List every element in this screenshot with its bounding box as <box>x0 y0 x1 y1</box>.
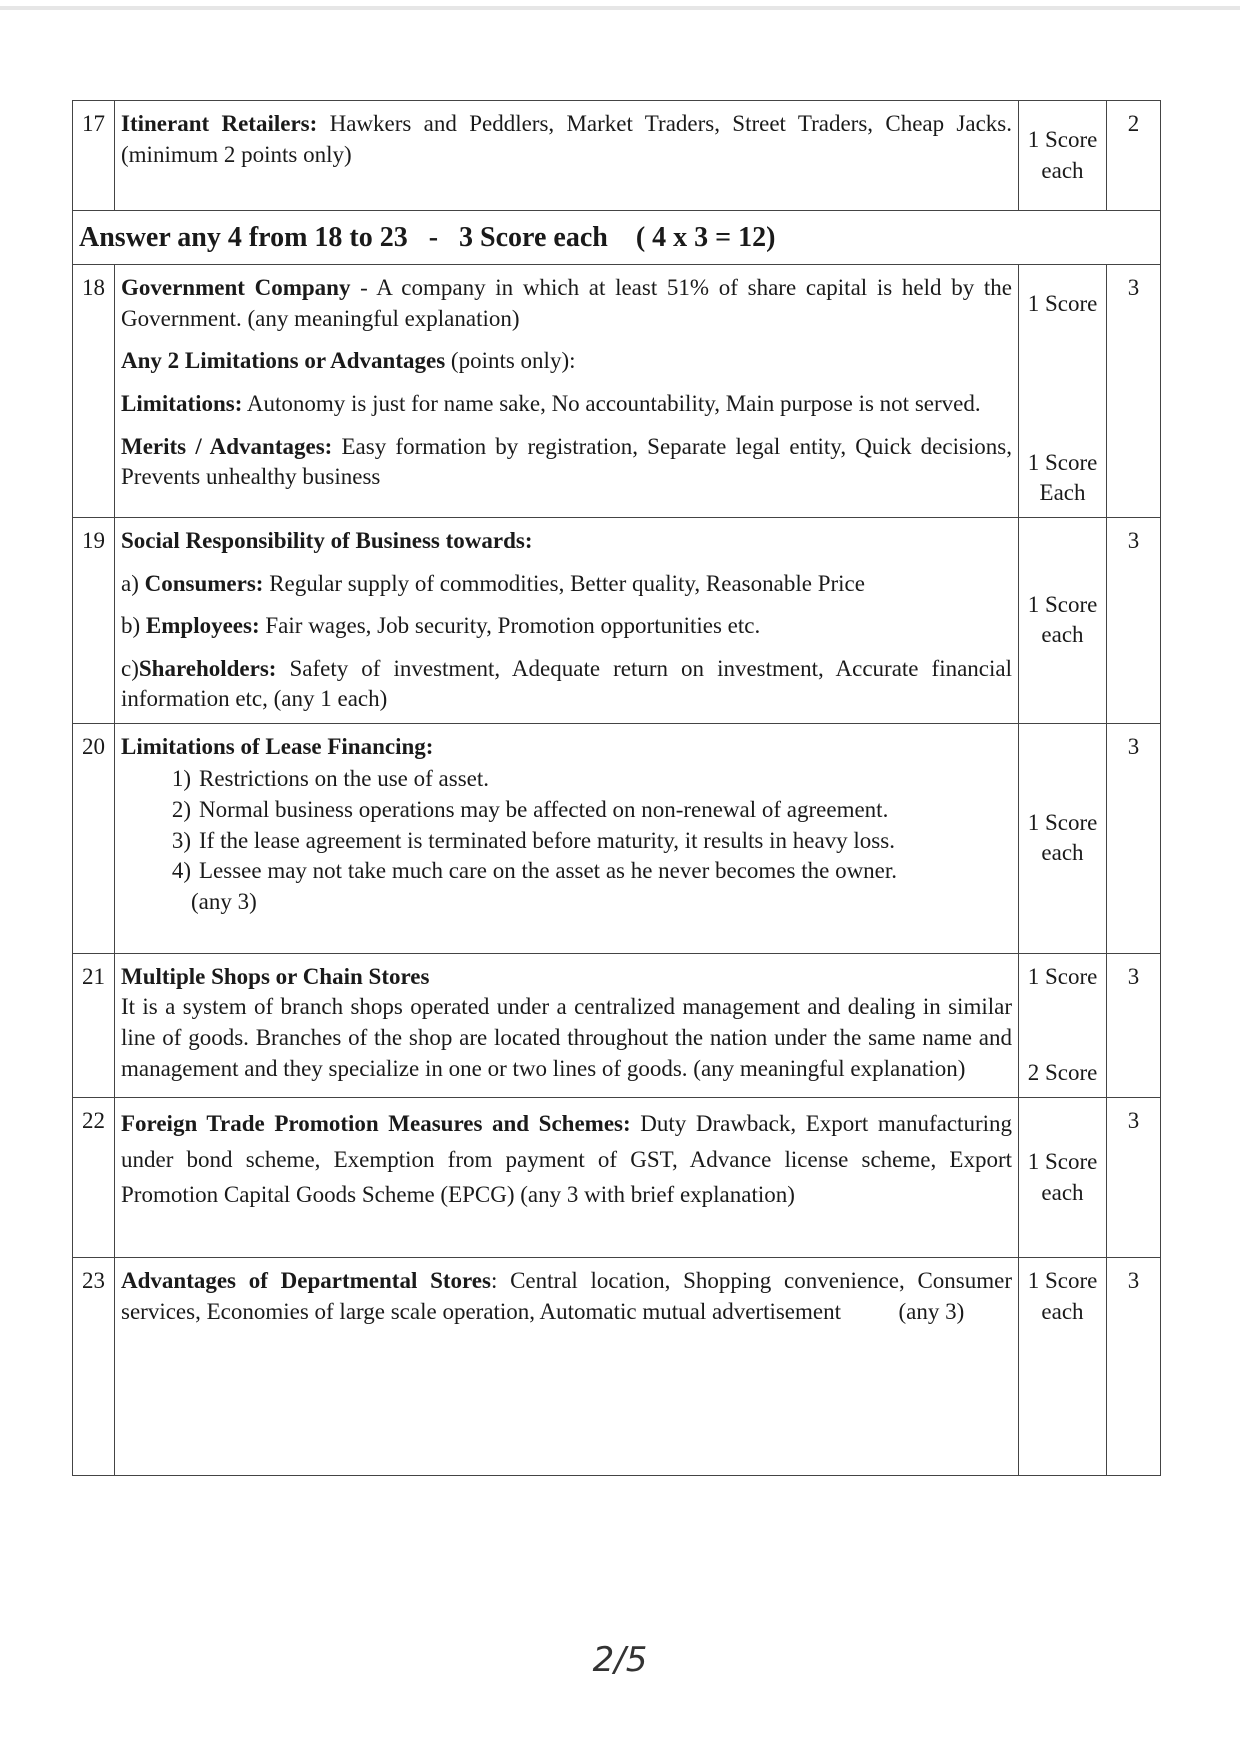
table-row-q17 <box>73 101 1161 211</box>
item-number: 2) <box>171 797 191 823</box>
answer-text <box>115 517 1019 723</box>
answer-title: Multiple Shops or Chain Stores <box>121 963 430 989</box>
score-cell <box>1019 265 1107 518</box>
total-score: 3 <box>1107 723 1161 953</box>
item-prefix: c) <box>121 655 139 681</box>
answer-key-table <box>72 100 1161 1476</box>
item-text: Lessee may not take much care on the asset as he never becomes the owner. <box>199 858 898 884</box>
answer-title: Social Responsibility of Business towards: <box>121 527 533 553</box>
answer-text <box>115 101 1019 211</box>
table-row-q21 <box>73 953 1161 1097</box>
list-item <box>161 826 1012 857</box>
answer-title: Advantages of Departmental Stores <box>121 1268 491 1294</box>
item-text: Restrictions on the use of asset. <box>199 766 490 792</box>
total-score: 3 <box>1107 953 1161 1097</box>
answer-note: (any 3) <box>898 1298 965 1324</box>
answer-title: Limitations of Lease Financing: <box>121 733 434 759</box>
total-score: 3 <box>1107 517 1161 723</box>
section-heading: Answer any 4 from 18 to 23 - 3 Score each ( 4 x 3 = 12) <box>73 211 1161 265</box>
item-body: Fair wages, Job security, Promotion opportunities etc. <box>259 613 761 639</box>
question-number: 22 <box>73 1098 115 1258</box>
answer-subheading: Any 2 Limitations or Advantages <box>121 348 446 374</box>
answer-title: Foreign Trade Promotion Measures and Schemes: <box>121 1111 631 1137</box>
answer-text <box>115 1258 1019 1476</box>
item-prefix: b) <box>121 613 146 639</box>
answer-title: Itinerant Retailers: <box>121 111 318 136</box>
table-row-q23 <box>73 1258 1161 1476</box>
answer-body: (points only): <box>445 348 576 374</box>
total-score: 3 <box>1107 1258 1161 1476</box>
lease-limitations-list <box>121 764 1012 886</box>
total-score: 2 <box>1107 101 1161 211</box>
item-number: 3) <box>171 827 191 853</box>
score-top: 1 Score <box>1027 963 1098 989</box>
advantages-label: Merits / Advantages: <box>121 433 333 459</box>
score-cell <box>1019 953 1107 1097</box>
score-cell: 1 Score each <box>1019 101 1107 211</box>
question-number: 21 <box>73 953 115 1097</box>
total-score: 3 <box>1107 265 1161 518</box>
answer-body: : Central location, Shopping convenience, Consumer services, Economies of large scale operation, Automatic mutual advertisement <box>121 1268 1012 1324</box>
list-item <box>161 856 1012 887</box>
question-number: 18 <box>73 265 115 518</box>
item-text: Normal business operations may be affected on non-renewal of agreement. <box>199 797 889 823</box>
answer-body: Easy formation by registration, Separate legal entity, Quick decisions, Prevents unhealthy business <box>121 433 1013 490</box>
answer-body: It is a system of branch shops operated under a centralized management and dealing in similar line of goods. Branches of the shop are located throughout the nation under the same name and management and they specialize in one or two lines of goods. (any meaningful explanation) <box>121 994 1012 1081</box>
limitations-label: Limitations: <box>121 390 243 416</box>
score-cell: 1 Score each <box>1019 1098 1107 1258</box>
item-title: Employees: <box>145 613 260 639</box>
page-number: 2/5 <box>592 1640 648 1680</box>
item-body: Regular supply of commodities, Better quality, Reasonable Price <box>263 570 865 596</box>
item-number: 1) <box>171 766 191 792</box>
table-row-q18 <box>73 265 1161 518</box>
score-cell: 1 Score each <box>1019 1258 1107 1476</box>
score-cell: 1 Score each <box>1019 517 1107 723</box>
item-prefix: a) <box>121 570 145 596</box>
answer-text <box>115 1098 1019 1258</box>
question-number: 20 <box>73 723 115 953</box>
answer-text <box>115 953 1019 1097</box>
table-row-q22 <box>73 1098 1161 1258</box>
table-row-q20 <box>73 723 1161 953</box>
item-text: If the lease agreement is terminated before maturity, it results in heavy loss. <box>199 827 895 853</box>
answer-text <box>115 723 1019 953</box>
list-item <box>161 795 1012 826</box>
answer-body: Duty Drawback, Export manufacturing under bond scheme, Exemption from payment of GST, Advance license scheme, Export Promotion Capital Goods Scheme (EPCG) (any 3 with brief explanation) <box>121 1111 1012 1208</box>
scan-edge-line <box>0 6 1240 10</box>
question-number: 17 <box>73 101 115 211</box>
question-number: 23 <box>73 1258 115 1476</box>
total-score: 3 <box>1107 1098 1161 1258</box>
score-bottom: 2 Score <box>1027 1060 1098 1086</box>
item-title: Consumers: <box>144 570 264 596</box>
score-top: 1 Score <box>1027 291 1098 317</box>
answer-body: - A company in which at least 51% of share capital is held by the Government. (any meaningful explanation) <box>121 275 1012 331</box>
answer-title: Government Company <box>121 275 351 301</box>
table-row-q19 <box>73 517 1161 723</box>
list-item <box>161 764 1012 795</box>
score-bottom: 1 Score Each <box>1027 449 1098 506</box>
item-number: 4) <box>171 858 191 884</box>
answer-body: Autonomy is just for name sake, No accountability, Main purpose is not served. <box>242 390 981 416</box>
section-heading-row <box>73 211 1161 265</box>
question-number: 19 <box>73 517 115 723</box>
answer-text <box>115 265 1019 518</box>
item-title: Shareholders: <box>138 655 277 681</box>
score-cell: 1 Score each <box>1019 723 1107 953</box>
answer-body: Hawkers and Peddlers, Market Traders, Street Traders, Cheap Jacks. (minimum 2 points only) <box>121 111 1013 167</box>
answer-note: (any 3) <box>191 888 257 914</box>
item-body: Safety of investment, Adequate return on investment, Accurate financial information etc, (any 1 each) <box>121 655 1012 712</box>
